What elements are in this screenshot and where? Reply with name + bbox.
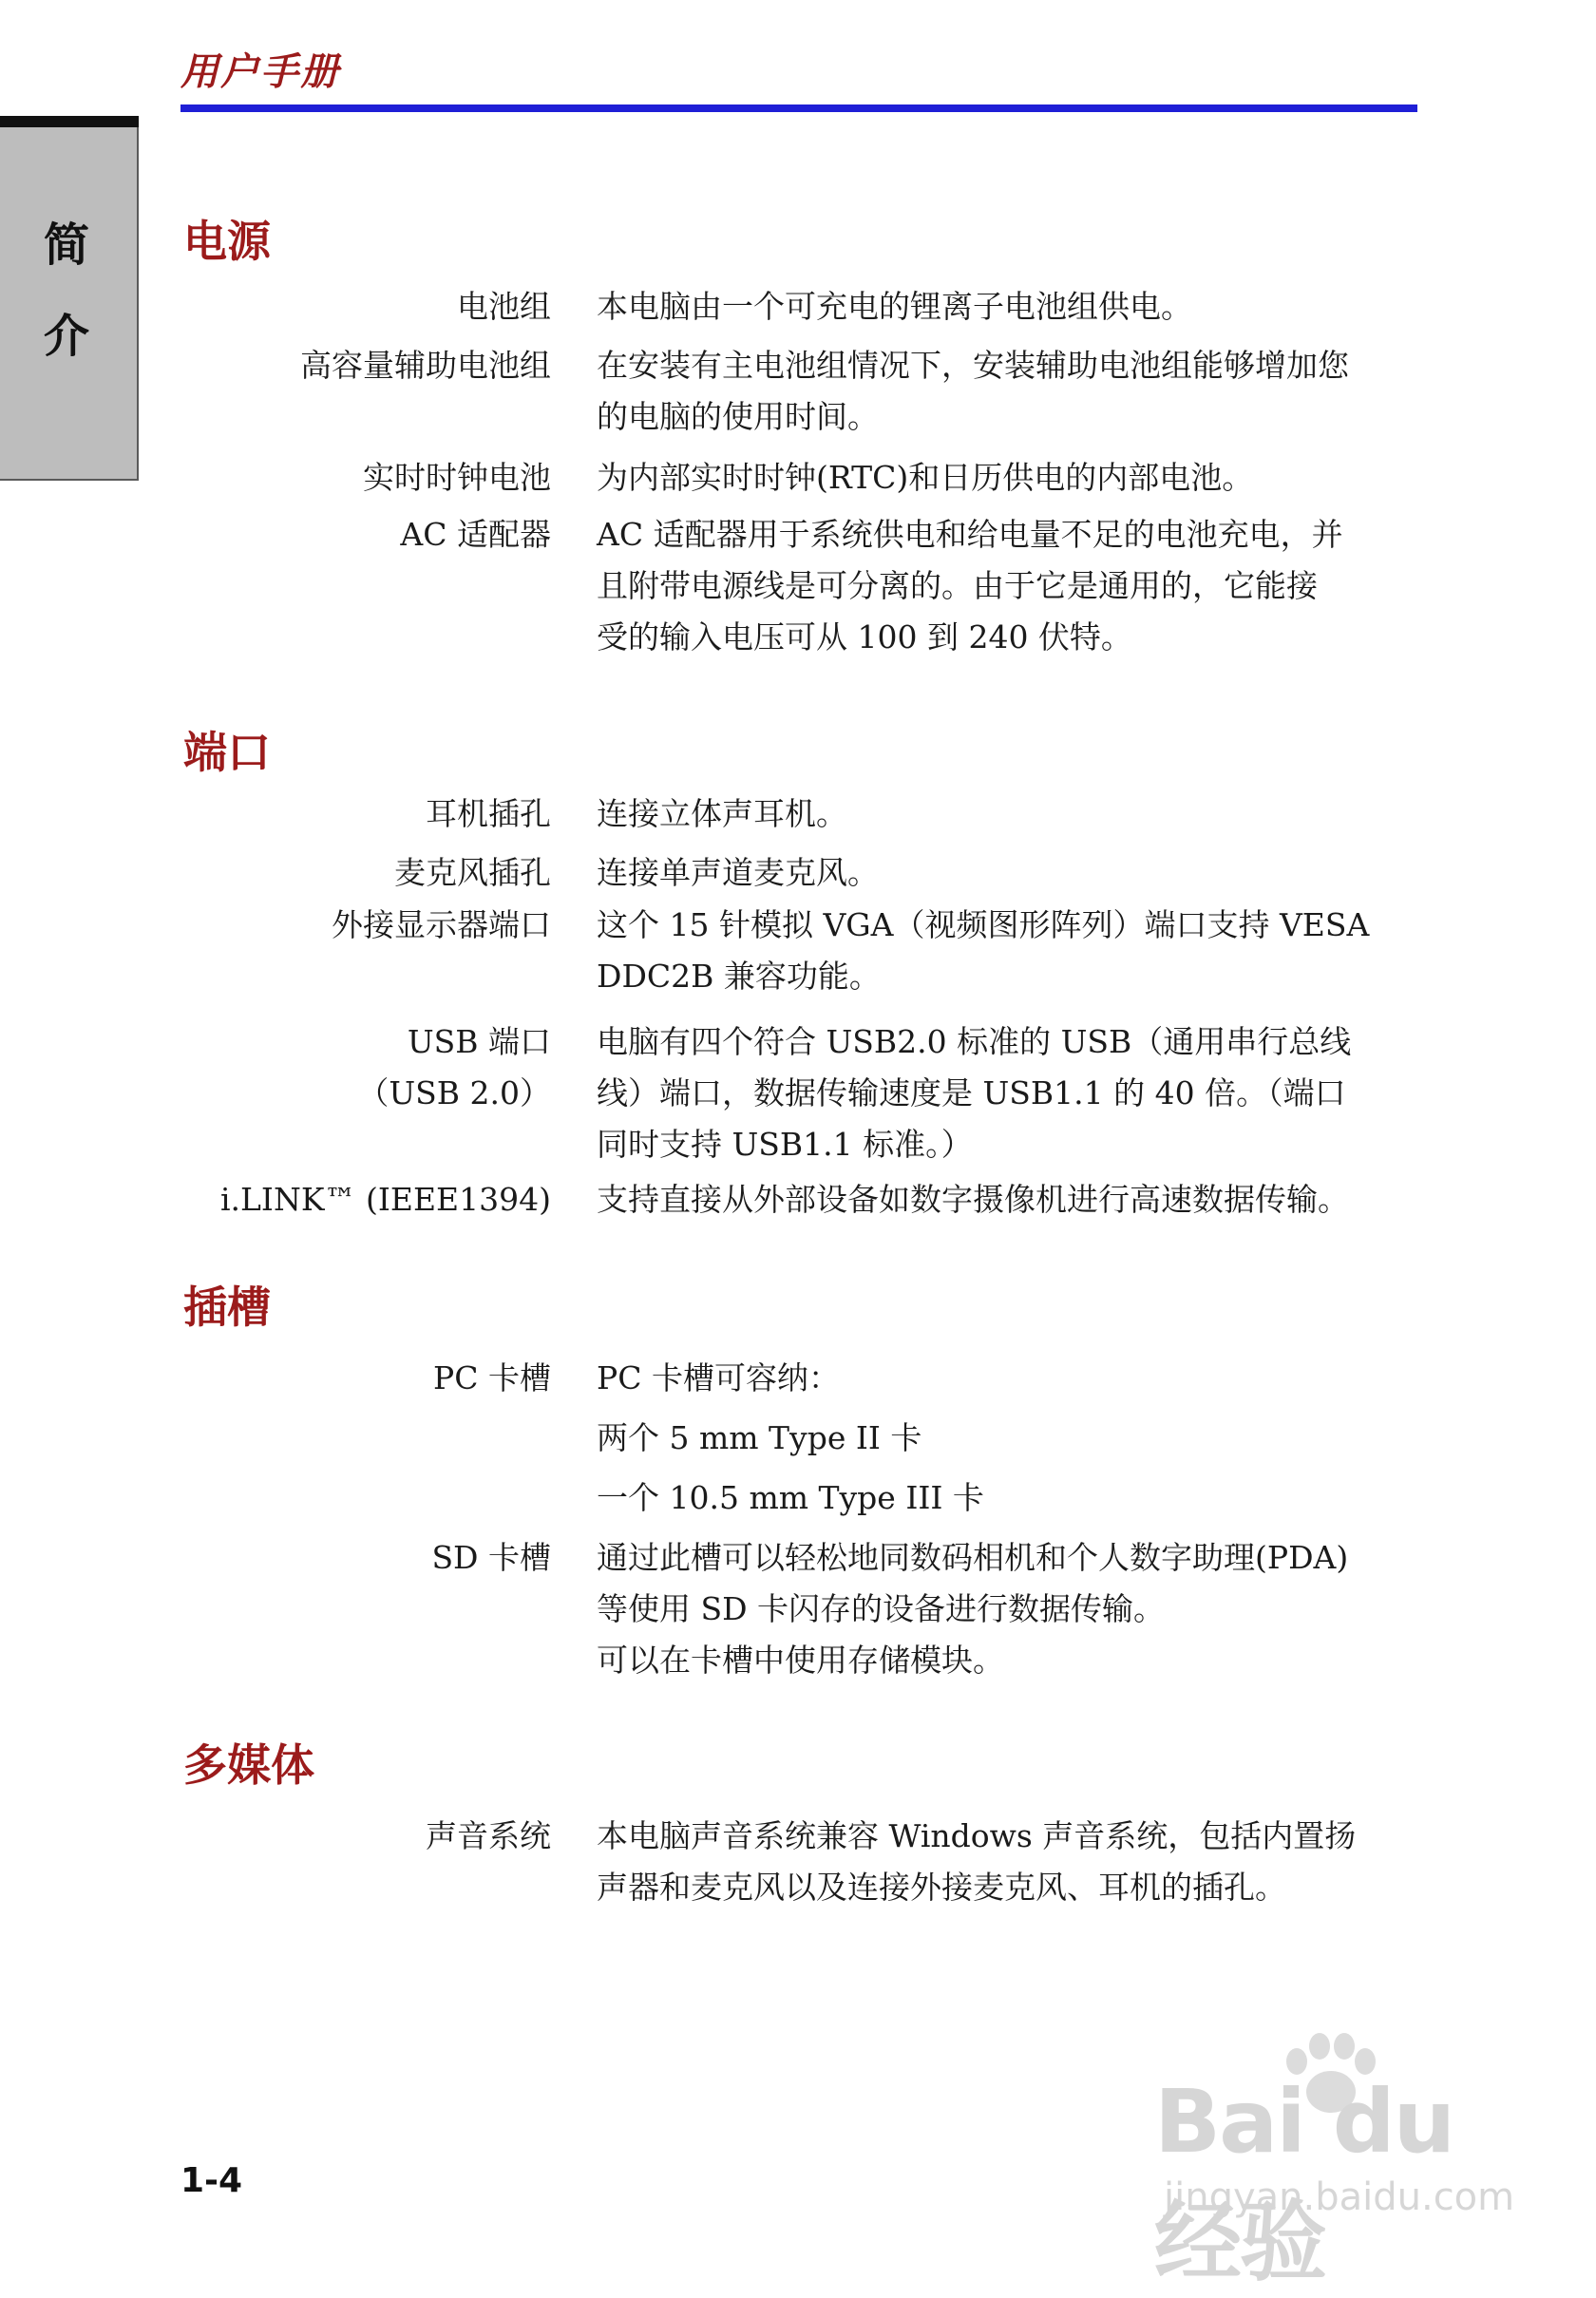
spec-term: USB 端口 （USB 2.0） (357, 1023, 551, 1111)
spec-term: 高容量辅助电池组 (300, 347, 551, 384)
section-title-slots: 插槽 (183, 1282, 271, 1333)
watermark-brand: Bai du 经验 (1154, 2071, 1454, 2293)
section-title-ports: 端口 (183, 727, 271, 778)
section-title-power: 电源 (183, 216, 271, 267)
spec-desc: PC 卡槽可容纳： (597, 1359, 840, 1396)
watermark (1135, 2033, 1553, 2293)
spec-desc: 在安装有主电池组情况下，安装辅助电池组能够增加您 的电脑的使用时间。 (597, 347, 1349, 435)
spec-desc: 两个 5 mm Type II 卡 (597, 1419, 922, 1456)
spec-desc: AC 适配器用于系统供电和给电量不足的电池充电，并 且附带电源线是可分离的。由于它是通用的，它能接 受的输入电压可从 100 到 240 伏特。 (597, 516, 1343, 655)
header-title: 用户手册 (180, 50, 340, 94)
spec-term: 耳机插孔 (426, 795, 551, 832)
spec-term: 实时时钟电池 (363, 459, 551, 496)
spec-desc: 通过此槽可以轻松地同数码相机和个人数字助理(PDA) 等使用 SD 卡闪存的设备进行数据传输。 可以在卡槽中使用存储模块。 (597, 1539, 1349, 1679)
spec-desc: 连接单声道麦克风。 (597, 854, 879, 891)
spec-desc: 支持直接从外部设备如数字摄像机进行高速数据传输。 (597, 1181, 1349, 1218)
watermark-url: jingyan.baidu.com (1164, 2175, 1515, 2219)
spec-desc: 电脑有四个符合 USB2.0 标准的 USB（通用串行总线 线）端口，数据传输速度是 USB1.1 的 40 倍。（端口 同时支持 USB1.1 标准。） (597, 1023, 1352, 1163)
spec-desc: 本电脑声音系统兼容 Windows 声音系统，包括内置扬 声器和麦克风以及连接外接麦克风、耳机的插孔。 (597, 1817, 1357, 1906)
spec-term: AC 适配器 (400, 516, 551, 553)
side-tab-topbar (0, 116, 139, 127)
header-rule (180, 104, 1417, 112)
spec-desc: 为内部实时时钟(RTC)和日历供电的内部电池。 (597, 459, 1254, 496)
page-number: 1-4 (180, 2161, 243, 2200)
spec-term: 外接显示器端口 (332, 906, 551, 943)
side-tab-char: 介 (43, 310, 89, 363)
spec-term: i.LINK™ (IEEE1394) (219, 1181, 551, 1218)
section-title-multimedia: 多媒体 (183, 1739, 314, 1791)
spec-term: 声音系统 (426, 1817, 551, 1854)
spec-term: 麦克风插孔 (394, 854, 551, 891)
side-tab-label (0, 199, 133, 382)
spec-term: 电池组 (457, 288, 551, 325)
spec-desc: 连接立体声耳机。 (597, 795, 847, 832)
spec-term: SD 卡槽 (431, 1539, 551, 1576)
spec-desc: 本电脑由一个可充电的锂离子电池组供电。 (597, 288, 1192, 325)
side-tab-char: 简 (43, 218, 89, 272)
spec-term: PC 卡槽 (433, 1359, 551, 1396)
spec-desc: 一个 10.5 mm Type III 卡 (597, 1479, 984, 1516)
spec-desc: 这个 15 针模拟 VGA（视频图形阵列）端口支持 VESA DDC2B 兼容功能。 (597, 906, 1370, 995)
